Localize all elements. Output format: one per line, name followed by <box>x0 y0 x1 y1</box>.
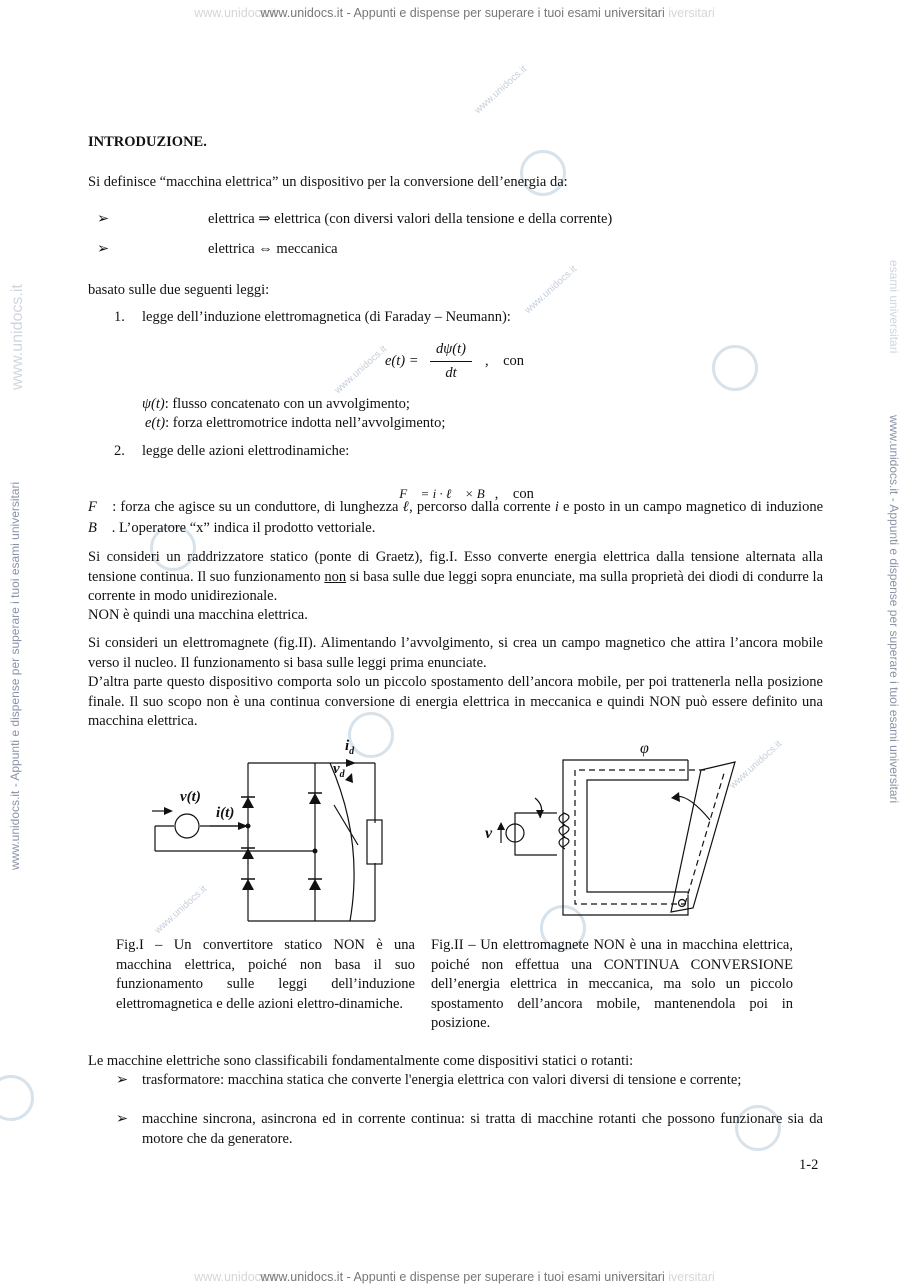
side-left-text: www.unidocs.it - Appunti e dispense per superare i tuoi esami universitari <box>8 481 22 870</box>
fig1-label-it: i(t) <box>216 805 235 821</box>
side-right-faint: esami universitari <box>887 260 901 354</box>
eq1-lhs: e(t) = <box>385 353 419 369</box>
force-def-text: e posto in un campo magnetico di induzione <box>563 499 824 515</box>
diode-icon <box>240 790 256 810</box>
fig2-label-phi: φ <box>640 740 649 757</box>
paragraph-elettromagnete-2: D’altra parte questo dispositivo comporta solo un piccolo spostamento dell’ancora mobile, per poi trattenerla nella posizione finale. Il suo scopo non è una continua conversione di energia elettrica in meccanica e quindi NON può essere definito una macchina elettrica. <box>88 674 823 729</box>
arrow-bullet-icon: ➢ <box>97 211 110 227</box>
arrow-bullet-icon: ➢ <box>116 1072 129 1088</box>
header-faint-left: www.unidocs.it <box>194 6 277 20</box>
section-title: INTRODUZIONE. <box>88 134 207 150</box>
paragraph-underlined: non <box>324 568 347 585</box>
side-banner-right <box>884 415 904 803</box>
conversion-item: elettrica ⇒ elettrica (con diversi valori della tensione e della corrente) <box>208 211 613 227</box>
watermark-text: www.unidocs.it <box>727 738 785 792</box>
force-def-text: , percorso dalla corrente <box>409 499 551 515</box>
label-sub: d <box>349 746 355 757</box>
label-sub: d <box>339 769 345 780</box>
eq2-tail: , con <box>494 485 534 502</box>
watermark-logo-icon <box>712 345 758 391</box>
arrow-bullet-icon: ➢ <box>97 241 110 257</box>
faraday-equation <box>385 340 565 384</box>
page-number: 1-2 <box>799 1157 819 1173</box>
def-text: : flusso concatenato con un avvolgimento; <box>164 396 410 412</box>
current-symbol: i <box>554 499 559 515</box>
def-symbol: ψ(t) <box>142 396 165 412</box>
definition-row <box>142 395 410 415</box>
force-def-text: : forza che agisce su un conduttore, di lunghezza <box>112 499 399 515</box>
eq1-denominator: dt <box>445 365 457 381</box>
fig2-label-v: v <box>485 825 493 842</box>
fraction-bar <box>430 361 472 362</box>
classification-intro: Le macchine elettriche sono classificabili fondamentalmente come dispositivi statici o rotanti: <box>88 1053 634 1069</box>
fig2-electromagnet-diagram <box>475 740 745 925</box>
label-main: v <box>333 761 340 777</box>
fig2-caption: Fig.II – Un elettromagnete NON è una in macchina elettrica, poiché non effettua una CONTINUA CONVERSIONE dell’energia elettrica in meccanica, ma solo un piccolo spostamento dell’ancora mobile, mantenendola poi in posizione. <box>431 937 793 1031</box>
eq1-tail: , con <box>485 353 525 369</box>
paragraph-elettromagnete: Si consideri un elettromagnete (fig.II). Alimentando l’avvolgimento, si crea un campo magnetico che attira l’ancora mobile verso il nucleo. Il funzionamento si basa sulle leggi prima enunciate. <box>88 635 823 671</box>
footer-text: www.unidocs.it - Appunti e dispense per superare i tuoi esami universitari <box>260 1270 665 1284</box>
footer-banner <box>0 1268 909 1288</box>
side-banner-left <box>6 482 26 870</box>
side-right-text: www.unidocs.it - Appunti e dispense per superare i tuoi esami universitari <box>887 415 901 804</box>
def-symbol: e(t) <box>145 415 166 431</box>
watermark-text: www.unidocs.it <box>522 263 580 317</box>
fig1-label-id <box>345 737 354 762</box>
header-banner <box>0 4 909 24</box>
paragraph-raddrizzatore <box>88 548 823 607</box>
def-text: : forza elettromotrice indotta nell’avvolgimento; <box>165 415 446 431</box>
watermark-text: www.unidocs.it <box>472 63 530 117</box>
induction-symbol: B⃗ <box>88 520 109 536</box>
label-main: i <box>345 738 350 754</box>
footer-faint-right: iversitari <box>668 1270 715 1284</box>
definition-row <box>145 414 445 434</box>
laws-intro: basato sulle due seguenti leggi: <box>88 282 270 298</box>
fig1-label-vd <box>333 760 345 785</box>
watermark-text: www.unidocs.it <box>152 883 210 937</box>
intro-text: Si definisce “macchina elettrica” un dispositivo per la conversione dell’energia da: <box>88 174 568 190</box>
eq1-numerator: dψ(t) <box>436 341 466 357</box>
side-left-faint: www.unidocs.it <box>9 284 26 390</box>
paragraph-text: Si consideri un raddrizzatore statico (ponte di Graetz), fig.I. Esso converte energia elettrica dalla tensione alternata alla tensione continua. Il suo funzionamento <box>88 549 823 585</box>
force-symbol: F⃗ <box>88 499 109 515</box>
classification-item: macchine sincrona, asincrona ed in corrente continua: si tratta di macchine rotanti che possono funzionare sia da motore che da generatore. <box>142 1111 823 1147</box>
length-symbol: ℓ <box>402 499 410 515</box>
fig1-graetz-bridge-diagram <box>150 735 390 930</box>
law-text: legge delle azioni elettrodinamiche: <box>142 443 350 459</box>
force-definition <box>88 497 823 539</box>
law-number: 2. <box>114 443 125 459</box>
watermark-text: www.unidocs.it <box>332 343 390 397</box>
eq2-formula: F⃗ = i · ℓ⃗ × B⃗ <box>399 485 495 501</box>
law-number: 1. <box>114 309 125 325</box>
law-text: legge dell’induzione elettromagnetica (di Faraday – Neumann): <box>142 309 511 325</box>
classification-item: trasformatore: macchina statica che converte l'energia elettrica con valori diversi di tensione e corrente; <box>142 1072 742 1088</box>
paragraph-text: si basa sulle due leggi sopra enunciate, ma sulla proprietà dei diodi di condurre la corrente in modo unidirezionale. <box>88 568 824 604</box>
header-text: www.unidocs.it - Appunti e dispense per superare i tuoi esami universitari <box>260 6 665 20</box>
paragraph-conclusion: NON è quindi una macchina elettrica. <box>88 607 308 623</box>
fig1-caption: Fig.I – Un convertitore statico NON è una macchina elettrica, poiché non basa il suo funzionamento sulle leggi dell’induzione elettromagnetica e delle azioni elettro-dinamiche. <box>116 937 415 1012</box>
footer-faint-left: www.unidocs.it <box>194 1270 277 1284</box>
watermark-logo-icon <box>0 1075 34 1121</box>
fig1-label-vt: v(t) <box>180 789 201 805</box>
conversion-item: elettrica ⇔ meccanica <box>208 241 338 257</box>
arrow-bullet-icon: ➢ <box>116 1111 129 1127</box>
force-def-text: . L’operatore “x” indica il prodotto vettoriale. <box>111 520 376 536</box>
header-faint-right: iversitari <box>668 6 715 20</box>
